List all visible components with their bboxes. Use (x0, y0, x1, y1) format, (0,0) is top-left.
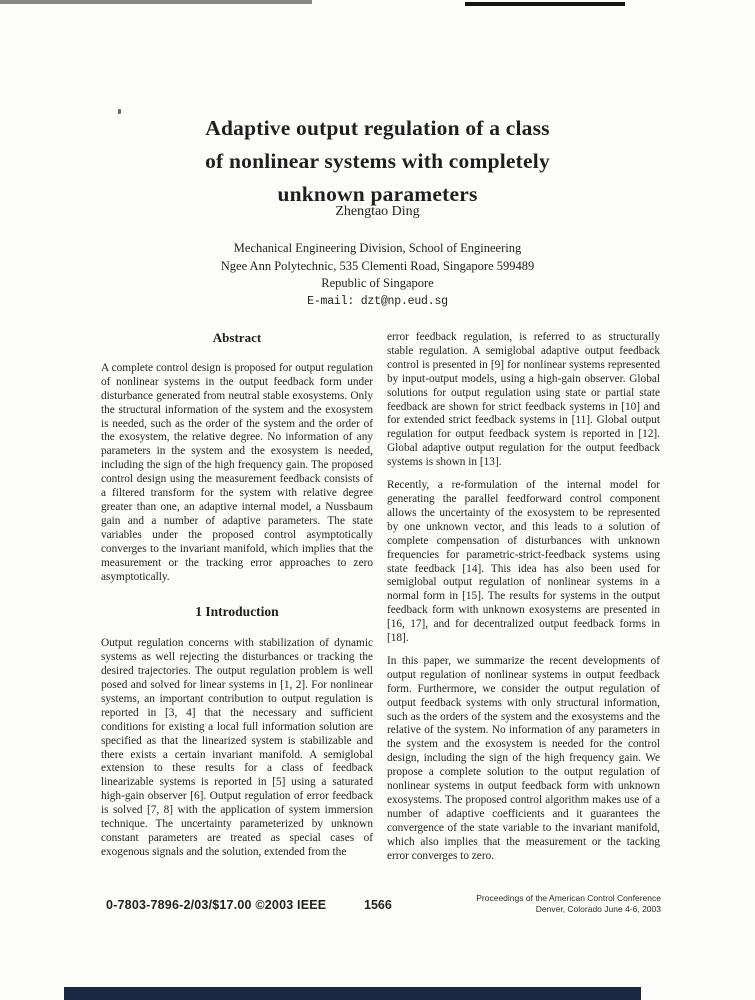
column-right (387, 331, 660, 864)
scan-artifact-bottom-bar (64, 987, 641, 1000)
scan-artifact-top-gray-bar (0, 0, 312, 4)
affiliation-line: Mechanical Engineering Division, School of Engineering (233, 241, 522, 255)
paper-title-line: of nonlinear systems with completely (205, 149, 550, 173)
abstract-heading: Abstract (212, 330, 262, 345)
footer-copyright: 0-7803-7896-2/03/$17.00 ©2003 IEEE (106, 898, 327, 912)
scan-artifact-top-black-bar (465, 2, 625, 6)
footer-page-number: 1566 (364, 898, 392, 912)
affiliation-line: Ngee Ann Polytechnic, 535 Clementi Road, Singapore 599489 (220, 258, 535, 273)
paper-title-line: Adaptive output regulation of a class (205, 116, 550, 140)
body-paragraph: Recently, a re-formulation of the internal model for generating the parallel feedforward control component allows the uncertainty of the exosystem to be represented by one unknown vector, and this leads to a solution of complete compensation of disturbances with unknown frequencies for parametric-strict-feedback systems using state feedback [14]. This idea has also been used for semiglobal output regulation of nonlinear systems in a normal form in [15]. The results for systems in the output feedback form with unknown exosystems are presented in [16, 17], and for decentralized output feedback forms in [18]. (387, 479, 660, 645)
affiliation-block (0, 240, 755, 310)
footer-proceedings-line: Proceedings of the American Control Conference (476, 893, 661, 903)
email-line: E-mail: dzt@np.eud.sg (307, 294, 448, 308)
paper-title-line: unknown parameters (277, 182, 478, 206)
author-name: Zhengtao Ding (335, 204, 420, 219)
abstract-text: A complete control design is proposed for output regulation of nonlinear systems in the output feedback form under disturbance generated from neutral stable exosystems. Only the structural information of the system and the exosystem is needed, such as the order of the system and the order of the exosystem, the relative degree. No information of any parameters in the system and the exosystem is needed, including the sign of the high frequency gain. The proposed control design using the measurement feedback consists of a filtered transform for the system with relative degree greater than one, an adaptive internal model, a Nussbaum gain and a number of adaptive parameters. The state variables under the proposed control asymptotically converges to the invariant manifold, which implies that the measurement or the tracking error approaches to zero asymptotically. (101, 361, 373, 583)
section-heading-introduction: 1 Introduction (195, 604, 279, 620)
footer-proceedings-line: Denver, Colorado June 4-6, 2003 (535, 903, 661, 914)
body-paragraph: error feedback regulation, is referred to as structurally stable regulation. A semiglobal adaptive output feedback control is presented in [9] for nonlinear systems represented by input-output models, using a high-gain observer. Global solutions for output regulation using state or partial state feedback are shown for strict feedback systems in [10] and for extended strict feedback systems in [11]. Global output regulation for output feedback system is reported in [12]. Global adaptive output regulation for the output feedback systems is shown in [13]. (387, 331, 660, 469)
footer-proceedings (476, 893, 661, 914)
column-left (101, 331, 373, 860)
intro-paragraph: Output regulation concerns with stabilization of dynamic systems as well rejecting the disturbances or tracking the desired trajectories. The output regulation problem is well posed and solved for linear systems in [1, 2]. For nonlinear systems, an important contribution to output regulation is reported in [3, 4] that the necessary and sufficient conditions for existing a local full information solution are specified as that the linearized system is stabilizable and there exists a certain invariant manifold. A semiglobal extension to these results for a class of feedback linearizable systems is reported in [5] using a saturated high-gain observer [6]. Output regulation of error feedback is solved [7, 8] with the application of system immersion technique. The uncertainty parameterized by unknown constant parameters are treated as special cases of exogenous signals and the solution, extended from the (101, 637, 373, 858)
affiliation-line: Republic of Singapore (321, 276, 434, 290)
body-paragraph: In this paper, we summarize the recent developments of output regulation of nonlinear systems in output feedback form. Furthermore, we consider the output regulation of output feedback systems with only structural information, such as the orders of the system and the exosystems and the relative of the system. No information of any parameters in the system and the exosystem is needed for the control design, including the sign of the high frequency gain. We propose a complete solution to the output regulation of nonlinear systems in output feedback form with unknown exosystems. The proposed control algorithm makes use of a number of adaptive coefficients and it guarantees the convergence of the state variable to the invariant manifold, which also implies that the measurement or the tacking error converges to zero. (387, 654, 660, 862)
paper-title (0, 112, 755, 211)
